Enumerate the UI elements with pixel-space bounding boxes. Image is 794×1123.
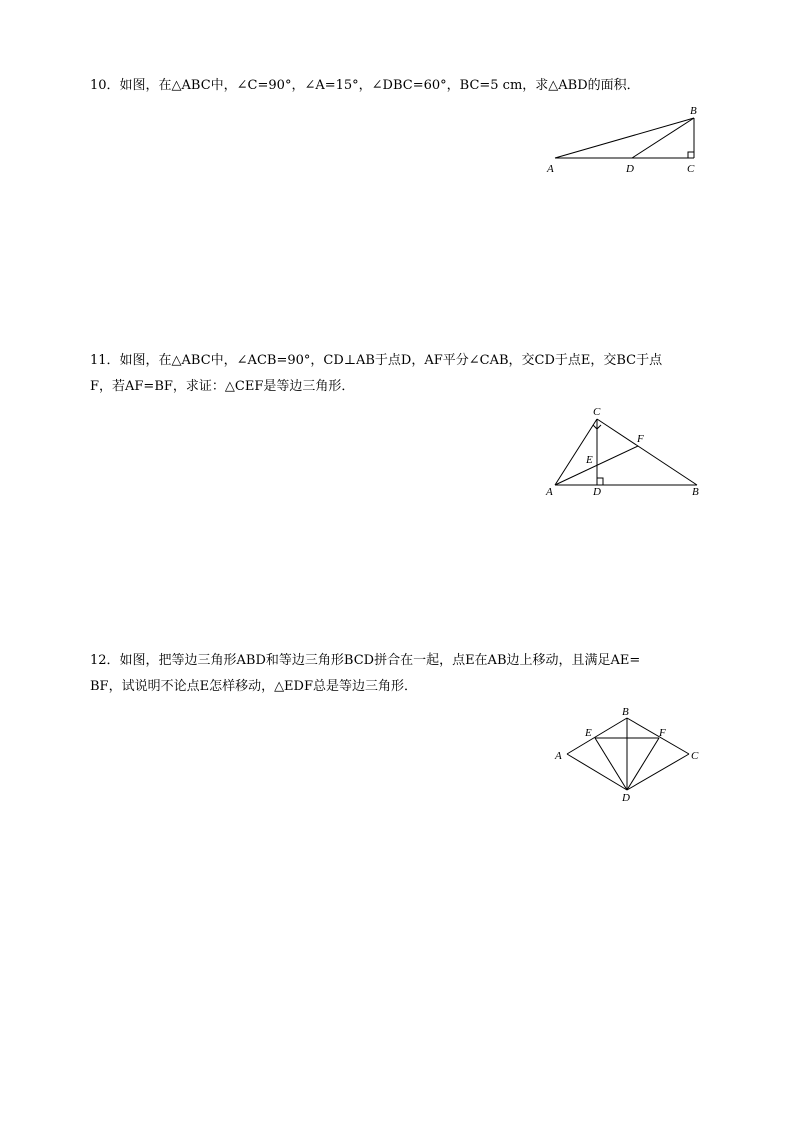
segment-bd <box>632 118 694 158</box>
label-b: B <box>622 706 629 718</box>
segment-fd <box>627 738 659 790</box>
label-b: B <box>690 105 697 117</box>
problem-12-text-line2: BF，试说明不论点E怎样移动，△EDF总是等边三角形． <box>90 679 417 694</box>
segment-cd <box>627 754 689 790</box>
right-angle-mark <box>688 152 694 158</box>
segment-ab <box>555 118 694 158</box>
label-f: F <box>637 433 644 445</box>
problem-10 <box>90 73 706 99</box>
label-d: D <box>622 792 630 804</box>
label-d: D <box>593 486 601 498</box>
problem-12-text-line1: 12．如图，把等边三角形ABD和等边三角形BCD拼合在一起，点E在AB边上移动，且满足AE= <box>90 653 641 668</box>
problem-10-text: 10．如图，在△ABC中，∠C=90°，∠A=15°，∠DBC=60°，BC=5 cm，求△ABD的面积． <box>90 78 640 93</box>
problem-12-figure <box>545 702 715 807</box>
right-angle-mark-d <box>597 478 603 485</box>
label-f: F <box>659 727 666 739</box>
label-c: C <box>687 163 695 175</box>
label-c: C <box>593 406 601 418</box>
segment-cb <box>597 419 697 485</box>
label-e: E <box>586 454 593 466</box>
problem-11-text-line1: 11．如图，在△ABC中，∠ACB=90°，CD⊥AB于点D，AF平分∠CAB，交CD于点E，交BC于点 <box>90 353 663 368</box>
segment-da <box>567 754 627 790</box>
label-a: A <box>555 750 562 762</box>
segment-bc <box>627 718 689 754</box>
segment-ab <box>567 718 627 754</box>
label-b: B <box>692 486 699 498</box>
label-e: E <box>585 727 592 739</box>
label-a: A <box>547 163 554 175</box>
problem-10-figure <box>540 100 710 180</box>
segment-ed <box>595 738 627 790</box>
problem-11-text-line2: F，若AF=BF，求证：△CEF是等边三角形． <box>90 379 355 394</box>
label-c: C <box>691 750 699 762</box>
label-d: D <box>626 163 634 175</box>
label-a: A <box>546 486 553 498</box>
problem-12 <box>90 648 706 700</box>
problem-11-figure <box>540 400 710 500</box>
problem-11 <box>90 348 706 400</box>
